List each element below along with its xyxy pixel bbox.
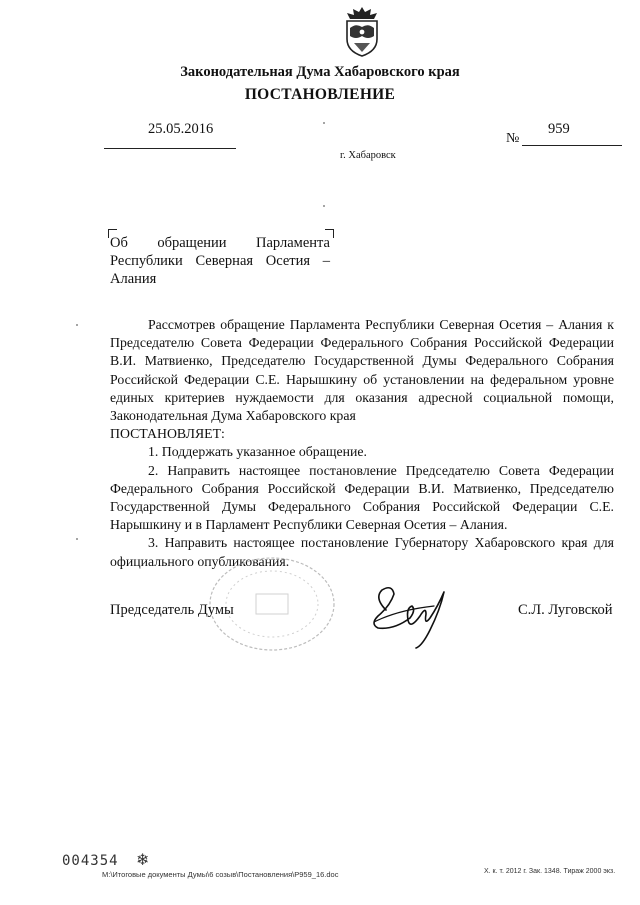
signature-icon <box>364 580 462 650</box>
document-number: 959 <box>548 121 570 137</box>
title-line-2: Республики Северная Осетия – <box>110 253 330 269</box>
chairman-name: С.Л. Луговской <box>518 602 613 618</box>
body-item-1: 1. Поддержать указанное обращение. <box>148 444 367 460</box>
title-line-3: Алания <box>110 271 157 287</box>
document-title <box>110 234 330 288</box>
scan-speck <box>76 538 78 540</box>
file-path: M:\Итоговые документы Думы\6 созыв\Постановления\P959_16.doc <box>102 870 339 879</box>
body-item-3: 3. Направить настоящее постановление Губернатору Хабаровского края для официального опубликования. <box>110 535 614 569</box>
print-info: Х. к. т. 2012 г. Зак. 1348. Тираж 2000 экз. <box>484 868 616 875</box>
chairman-label: Председатель Думы <box>110 602 234 618</box>
registration-number: 004354 <box>62 853 119 869</box>
organization-name: Законодательная Дума Хабаровского края <box>180 64 460 80</box>
scan-speck <box>76 324 78 326</box>
date-underline <box>104 148 236 149</box>
title-line-1: Об обращении Парламента <box>110 235 330 251</box>
body-intro: Рассмотрев обращение Парламента Республики Северная Осетия – Алания к Председателю Совета Федерации Федерального Собрания Российской Федерации В.И. Матвиенко, Председателю Государственной Думы Федерального Собрания Российской Федерации С.Е. Нарышкину об установлении на федеральном уровне единых критериев нуждаемости для оказания адресной социальной помощи, Законодательная Дума Хабаровского края <box>110 317 614 424</box>
document-body <box>110 316 614 571</box>
city-label: г. Хабаровск <box>340 150 396 161</box>
snowflake-icon: ❄ <box>136 850 150 869</box>
scan-speck <box>323 205 325 207</box>
scan-speck <box>323 122 325 124</box>
resolves-heading: ПОСТАНОВЛЯЕТ: <box>110 426 225 442</box>
number-sign: № <box>506 131 520 146</box>
document-type: ПОСТАНОВЛЕНИЕ <box>244 86 396 103</box>
coat-of-arms-icon <box>340 6 384 58</box>
number-underline <box>522 145 622 146</box>
document-date: 25.05.2016 <box>148 121 214 137</box>
body-item-2: 2. Направить настоящее постановление Председателю Совета Федерации Федерального Собрания Российской Федерации В.И. Матвиенко, Председателю Государственной Думы Федерального Собрания Российской Федерации С.Е. Нарышкину и в Парламент Республики Северная Осетия – Алания. <box>110 462 614 533</box>
